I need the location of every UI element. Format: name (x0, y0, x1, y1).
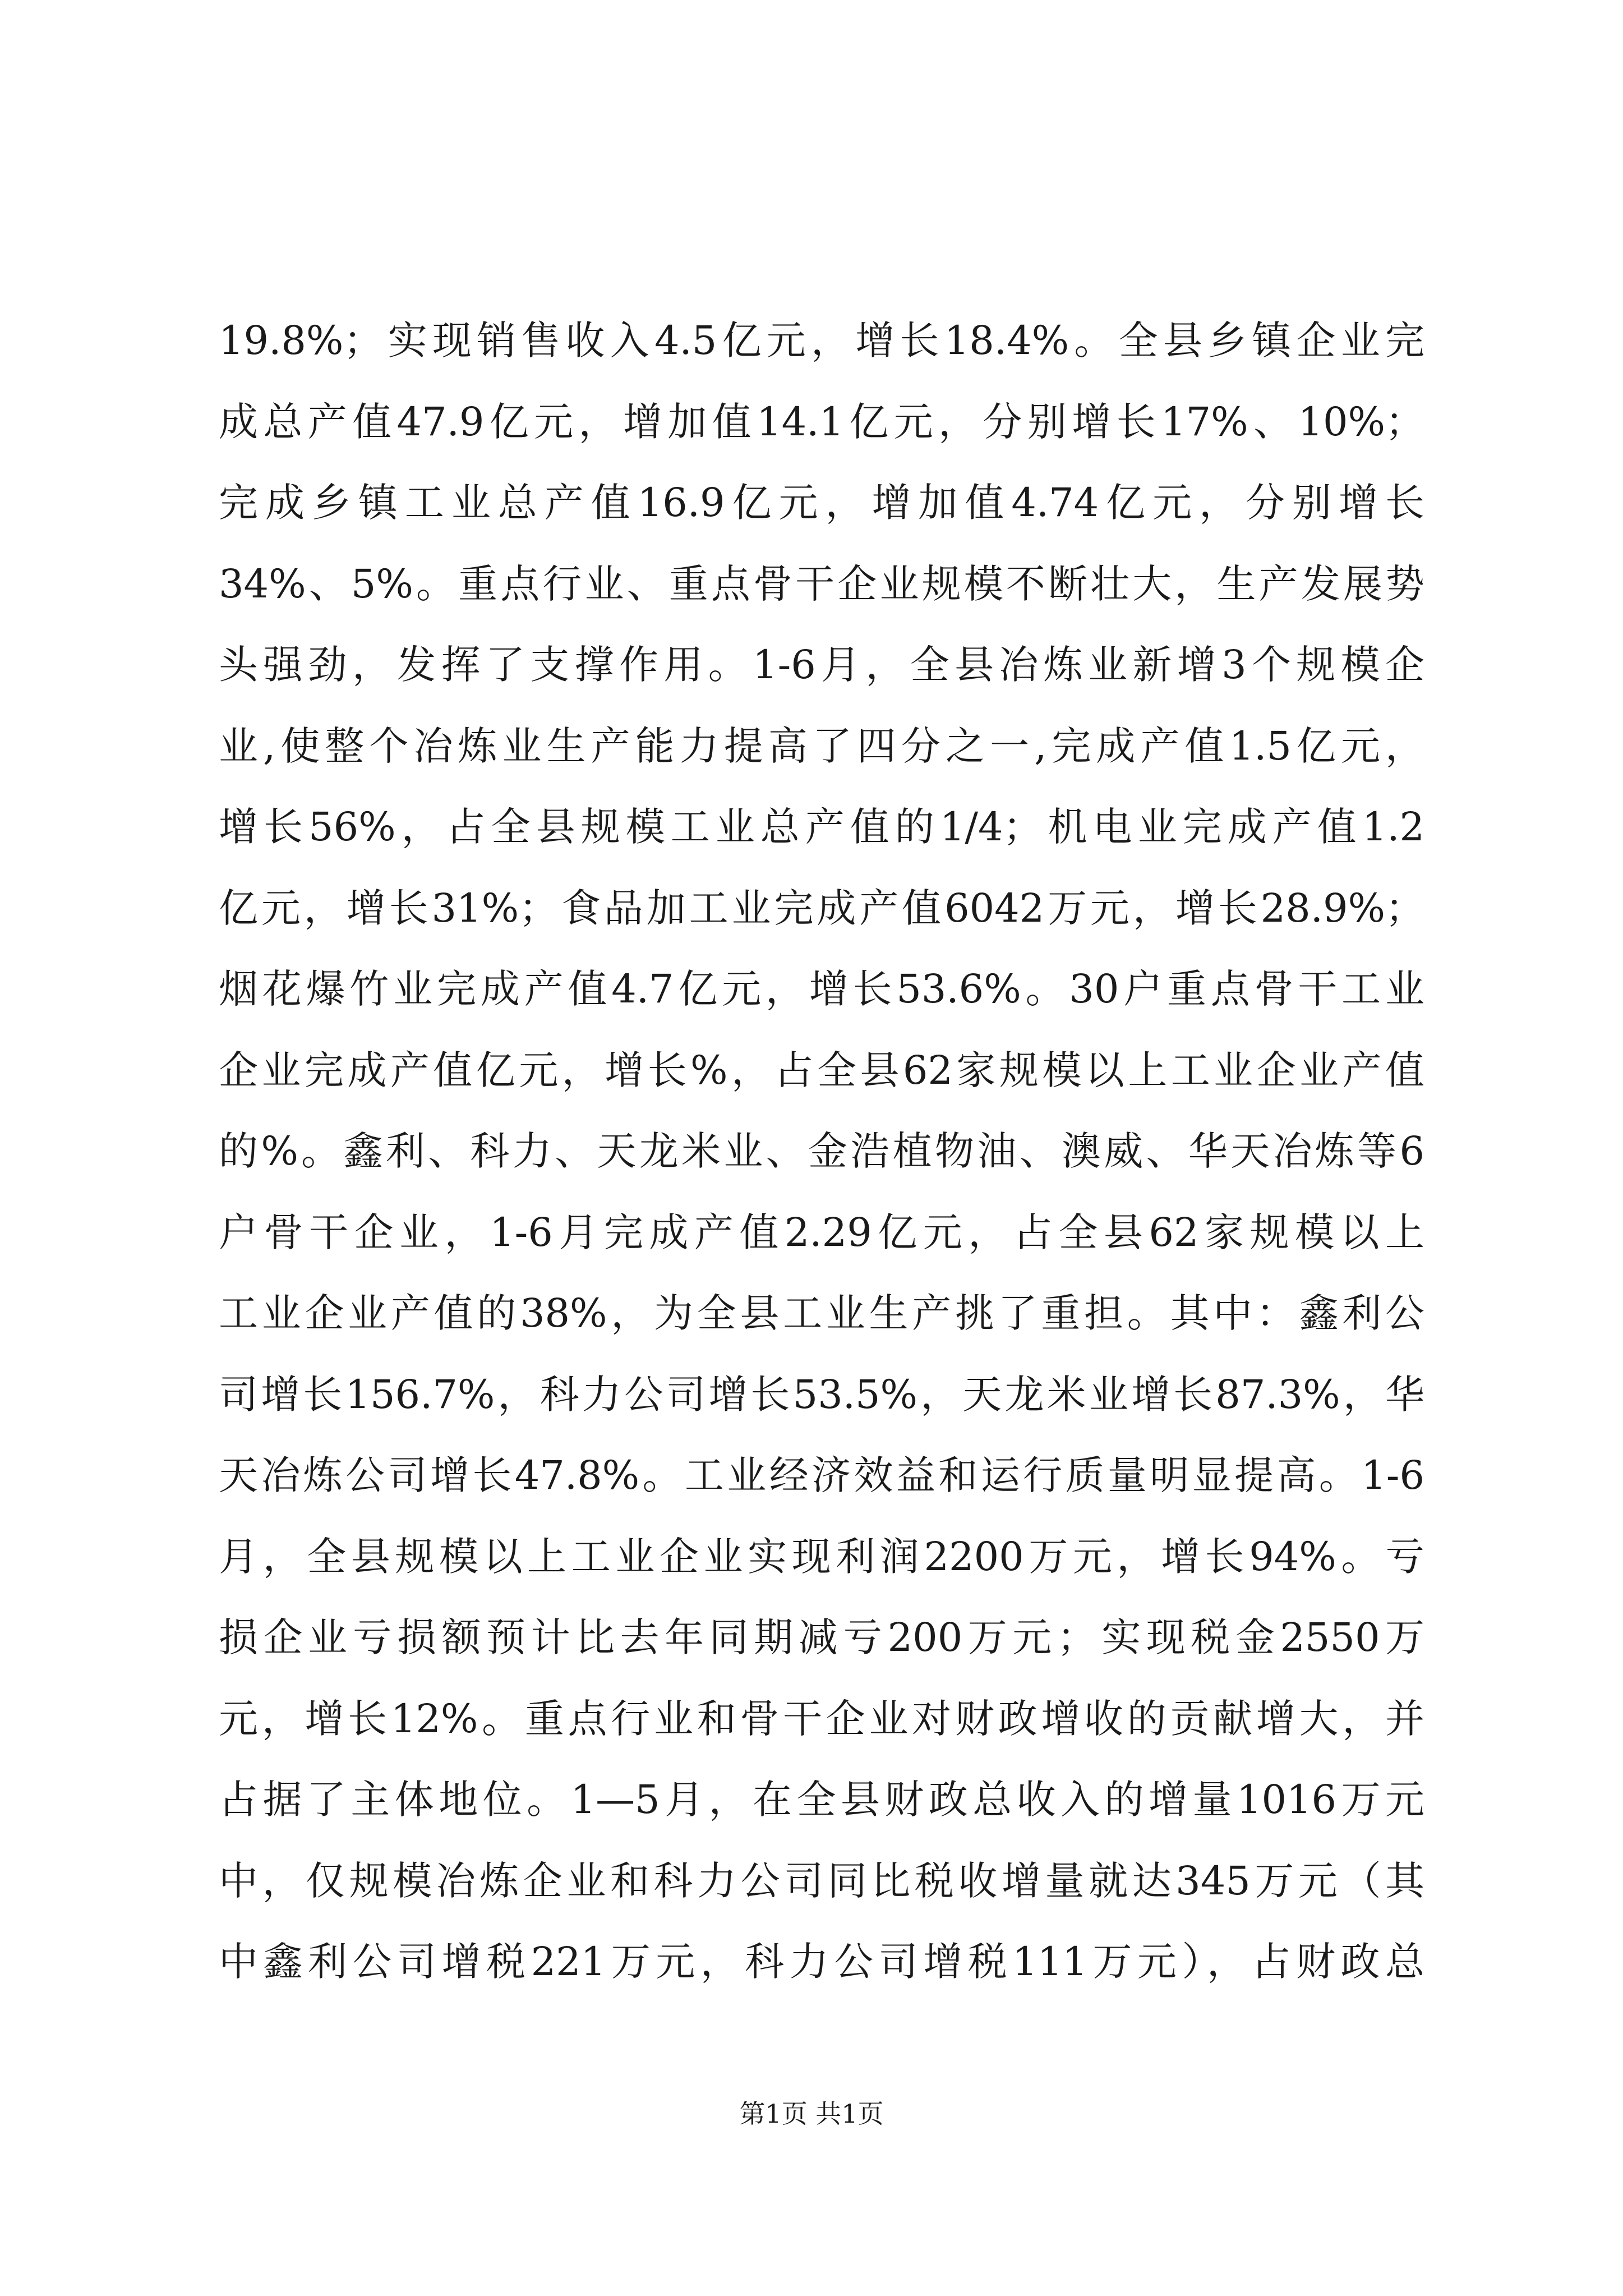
text-line-12: 户骨干企业，1-6月完成产值2.29亿元，占全县62家规模以上 (219, 1209, 1424, 1255)
text-line-13: 工业企业产值的38%，为全县工业生产挑了重担。其中：鑫利公 (219, 1290, 1424, 1336)
text-line-3: 完成乡镇工业总产值16.9亿元，增加值4.74亿元，分别增长 (219, 480, 1424, 526)
text-line-10: 企业完成产值亿元，增长%，占全县62家规模以上工业企业产值 (219, 1047, 1424, 1093)
text-line-15: 天冶炼公司增长47.8%。工业经济效益和运行质量明显提高。1-6 (219, 1452, 1424, 1498)
text-line-20: 中，仅规模冶炼企业和科力公司同比税收增量就达345万元（其 (219, 1857, 1424, 1904)
text-line-18: 元，增长12%。重点行业和骨干企业对财政增收的贡献增大，并 (219, 1695, 1424, 1742)
text-line-7: 增长56%，占全县规模工业总产值的1/4；机电业完成产值1.2 (219, 804, 1424, 850)
text-line-11: 的%。鑫利、科力、天龙米业、金浩植物油、澳威、华天冶炼等6 (219, 1128, 1424, 1174)
text-line-1: 19.8%；实现销售收入4.5亿元，增长18.4%。全县乡镇企业完 (219, 318, 1424, 364)
text-line-2: 成总产值47.9亿元，增加值14.1亿元，分别增长17%、10%； (219, 398, 1424, 445)
text-line-6: 业,使整个冶炼业生产能力提高了四分之一,完成产值1.5亿元， (219, 723, 1424, 769)
text-line-4: 34%、5%。重点行业、重点骨干企业规模不断壮大，生产发展势 (219, 560, 1424, 607)
text-line-21: 中鑫利公司增税221万元，科力公司增税111万元），占财政总 (219, 1939, 1424, 1985)
page-footer (0, 2097, 1623, 2131)
text-line-8: 亿元，增长31%；食品加工业完成产值6042万元，增长28.9%； (219, 885, 1424, 931)
text-line-17: 损企业亏损额预计比去年同期减亏200万元；实现税金2550万 (219, 1614, 1424, 1660)
text-line-9: 烟花爆竹业完成产值4.7亿元，增长53.6%。30户重点骨干工业 (219, 966, 1424, 1012)
page-number: 第1页 共1页 (739, 2099, 884, 2129)
text-line-19: 占据了主体地位。1—5月，在全县财政总收入的增量1016万元 (219, 1777, 1424, 1823)
text-line-14: 司增长156.7%，科力公司增长53.5%，天龙米业增长87.3%，华 (219, 1371, 1424, 1418)
body-text (219, 300, 1424, 2003)
text-line-5: 头强劲，发挥了支撑作用。1-6月，全县冶炼业新增3个规模企 (219, 642, 1424, 688)
text-line-16: 月，全县规模以上工业企业实现利润2200万元，增长94%。亏 (219, 1533, 1424, 1580)
